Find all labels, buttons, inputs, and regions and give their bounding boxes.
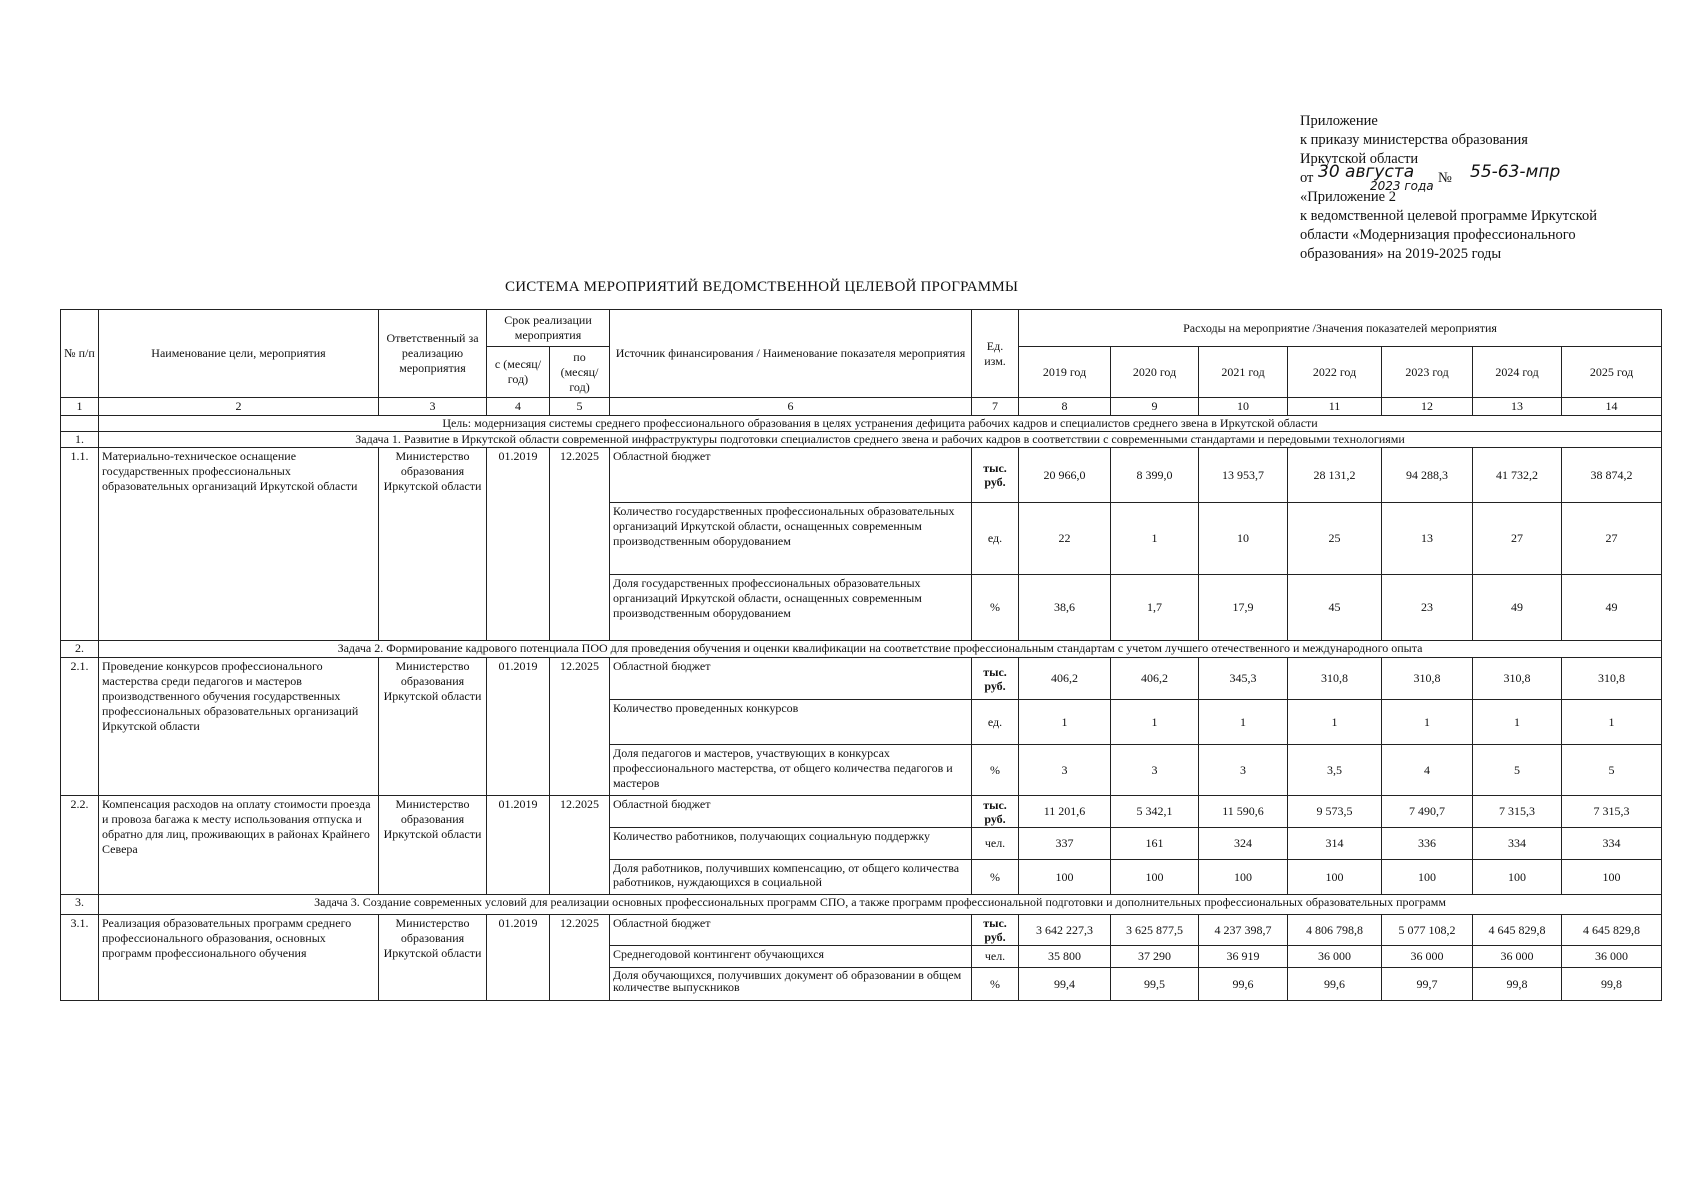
value-cell: 1	[1199, 700, 1288, 745]
value-cell: 100	[1288, 860, 1382, 895]
value-cell: 28 131,2	[1288, 448, 1382, 503]
value-cell: 9 573,5	[1288, 796, 1382, 828]
col-year-header: 2025 год	[1562, 347, 1662, 398]
col-num-header: № п/п	[61, 310, 99, 398]
value-cell: 7 315,3	[1473, 796, 1562, 828]
task-row	[61, 895, 1662, 915]
order-no-handwritten: 55-63-мпр	[1470, 162, 1561, 182]
activity-num: 1.1.	[61, 448, 99, 641]
column-index-row	[61, 398, 1662, 416]
activity-row	[61, 448, 1662, 503]
value-cell: 37 290	[1111, 946, 1199, 968]
value-cell: 99,8	[1473, 968, 1562, 1001]
column-index: 7	[972, 398, 1019, 416]
header-line: области «Модернизация профессионального	[1300, 227, 1576, 243]
source-or-indicator: Областной бюджет	[610, 448, 972, 503]
source-or-indicator: Областной бюджет	[610, 796, 972, 828]
program-table	[60, 309, 1662, 1001]
activity-start: 01.2019	[487, 796, 550, 895]
unit-cell: %	[972, 968, 1019, 1001]
value-cell: 49	[1562, 575, 1662, 641]
value-cell: 4 806 798,8	[1288, 915, 1382, 946]
activity-start: 01.2019	[487, 658, 550, 796]
task-num: 2.	[61, 641, 99, 658]
activity-responsible: Министерство образования Иркутской области	[379, 448, 487, 641]
goal-row	[61, 416, 1662, 432]
value-cell: 310,8	[1382, 658, 1473, 700]
activity-name: Проведение конкурсов профессионального мастерства среди педагогов и мастеров производственного обучения государственных профессиональных образовательных организаций Иркутской области	[99, 658, 379, 796]
task-row	[61, 641, 1662, 658]
activity-name: Материально-техническое оснащение государственных профессиональных образовательных организаций Иркутской области	[99, 448, 379, 641]
col-year-header: 2024 год	[1473, 347, 1562, 398]
value-cell: 13	[1382, 503, 1473, 575]
column-index: 4	[487, 398, 550, 416]
activity-num: 3.1.	[61, 915, 99, 1001]
value-cell: 13 953,7	[1199, 448, 1288, 503]
col-unit-header: Ед. изм.	[972, 310, 1019, 398]
task-title: Задача 1. Развитие в Иркутской области современной инфраструктуры подготовки специалистов среднего звена и рабочих кадров в соответствии с современными стандартами и передовыми технологиями	[99, 432, 1662, 448]
unit-cell: ед.	[972, 700, 1019, 745]
value-cell: 99,6	[1199, 968, 1288, 1001]
value-cell: 8 399,0	[1111, 448, 1199, 503]
document-title: СИСТЕМА МЕРОПРИЯТИЙ ВЕДОМСТВЕННОЙ ЦЕЛЕВОЙ ПРОГРАММЫ	[505, 279, 1019, 295]
value-cell: 100	[1019, 860, 1111, 895]
column-index: 14	[1562, 398, 1662, 416]
activity-row	[61, 796, 1662, 828]
order-line	[1300, 162, 1660, 188]
source-or-indicator: Областной бюджет	[610, 915, 972, 946]
value-cell: 334	[1562, 828, 1662, 860]
activity-end: 12.2025	[550, 796, 610, 895]
goal-text: Цель: модернизация системы среднего профессионального образования в целях устранения дефицита рабочих кадров и специалистов среднего звена в Иркутской области	[99, 416, 1662, 432]
header-line: образования» на 2019-2025 годы	[1300, 246, 1502, 262]
value-cell: 324	[1199, 828, 1288, 860]
activity-row	[61, 658, 1662, 700]
value-cell: 4 645 829,8	[1473, 915, 1562, 946]
activity-responsible: Министерство образования Иркутской области	[379, 658, 487, 796]
value-cell: 38,6	[1019, 575, 1111, 641]
source-or-indicator: Доля обучающихся, получивших документ об образовании в общем количестве выпускников	[610, 968, 972, 1001]
column-index: 10	[1199, 398, 1288, 416]
value-cell: 336	[1382, 828, 1473, 860]
col-period-header: Срок реализации мероприятия	[487, 310, 610, 347]
value-cell: 27	[1562, 503, 1662, 575]
column-index: 5	[550, 398, 610, 416]
value-cell: 100	[1199, 860, 1288, 895]
col-year-header: 2021 год	[1199, 347, 1288, 398]
task-row	[61, 432, 1662, 448]
unit-cell: %	[972, 860, 1019, 895]
activity-row	[61, 915, 1662, 946]
value-cell: 1	[1473, 700, 1562, 745]
value-cell: 10	[1199, 503, 1288, 575]
value-cell: 3	[1019, 745, 1111, 796]
value-cell: 99,7	[1382, 968, 1473, 1001]
header-row-1	[61, 310, 1662, 347]
source-or-indicator: Количество проведенных конкурсов	[610, 700, 972, 745]
header-line: к приказу министерства образования	[1300, 132, 1528, 148]
activity-end: 12.2025	[550, 915, 610, 1001]
value-cell: 36 000	[1473, 946, 1562, 968]
value-cell: 100	[1382, 860, 1473, 895]
source-or-indicator: Областной бюджет	[610, 658, 972, 700]
task-num: 3.	[61, 895, 99, 915]
value-cell: 1	[1019, 700, 1111, 745]
value-cell: 36 919	[1199, 946, 1288, 968]
header-line: Приложение	[1300, 113, 1378, 129]
column-index: 13	[1473, 398, 1562, 416]
col-year-header: 2023 год	[1382, 347, 1473, 398]
value-cell: 36 000	[1562, 946, 1662, 968]
source-or-indicator: Доля педагогов и мастеров, участвующих в конкурсах профессионального мастерства, от общего количества педагогов и мастеров	[610, 745, 972, 796]
source-or-indicator: Среднегодовой контингент обучающихся	[610, 946, 972, 968]
activity-responsible: Министерство образования Иркутской области	[379, 915, 487, 1001]
activity-start: 01.2019	[487, 448, 550, 641]
value-cell: 5	[1473, 745, 1562, 796]
value-cell: 5 342,1	[1111, 796, 1199, 828]
col-from-header: с (месяц/ год)	[487, 347, 550, 398]
value-cell: 337	[1019, 828, 1111, 860]
value-cell: 7 490,7	[1382, 796, 1473, 828]
goal-num-cell	[61, 416, 99, 432]
unit-cell: ед.	[972, 503, 1019, 575]
unit-cell: тыс. руб.	[972, 658, 1019, 700]
value-cell: 100	[1111, 860, 1199, 895]
col-name-header: Наименование цели, мероприятия	[99, 310, 379, 398]
value-cell: 1	[1382, 700, 1473, 745]
value-cell: 4 645 829,8	[1562, 915, 1662, 946]
value-cell: 406,2	[1111, 658, 1199, 700]
value-cell: 45	[1288, 575, 1382, 641]
value-cell: 27	[1473, 503, 1562, 575]
unit-cell: чел.	[972, 828, 1019, 860]
activity-name: Компенсация расходов на оплату стоимости проезда и провоза багажа к месту использования отпуска и обратно для лиц, проживающих в районах Крайнего Севера	[99, 796, 379, 895]
value-cell: 99,4	[1019, 968, 1111, 1001]
col-responsible-header: Ответственный за реализацию мероприятия	[379, 310, 487, 398]
value-cell: 20 966,0	[1019, 448, 1111, 503]
value-cell: 11 590,6	[1199, 796, 1288, 828]
unit-cell: тыс. руб.	[972, 915, 1019, 946]
activity-num: 2.2.	[61, 796, 99, 895]
value-cell: 5	[1562, 745, 1662, 796]
task-title: Задача 3. Создание современных условий для реализации основных профессиональных программ СПО, а также программ профессиональной подготовки и дополнительных профессиональных образовательных программ	[99, 895, 1662, 915]
col-source-header: Источник финансирования / Наименование показателя мероприятия	[610, 310, 972, 398]
order-year-handwritten: 2023 года	[1370, 179, 1434, 193]
value-cell: 100	[1473, 860, 1562, 895]
column-index: 12	[1382, 398, 1473, 416]
activity-end: 12.2025	[550, 658, 610, 796]
value-cell: 5 077 108,2	[1382, 915, 1473, 946]
value-cell: 17,9	[1199, 575, 1288, 641]
value-cell: 36 000	[1382, 946, 1473, 968]
value-cell: 3 642 227,3	[1019, 915, 1111, 946]
value-cell: 1	[1111, 503, 1199, 575]
value-cell: 23	[1382, 575, 1473, 641]
value-cell: 7 315,3	[1562, 796, 1662, 828]
source-or-indicator: Доля работников, получивших компенсацию, от общего количества работников, нуждающихся в социальной	[610, 860, 972, 895]
value-cell: 310,8	[1288, 658, 1382, 700]
value-cell: 334	[1473, 828, 1562, 860]
value-cell: 3	[1111, 745, 1199, 796]
value-cell: 22	[1019, 503, 1111, 575]
header-line: «Приложение 2	[1300, 189, 1396, 205]
header-line: к ведомственной целевой программе Иркутской	[1300, 208, 1597, 224]
col-year-header: 2019 год	[1019, 347, 1111, 398]
col-year-header: 2022 год	[1288, 347, 1382, 398]
value-cell: 94 288,3	[1382, 448, 1473, 503]
unit-cell: тыс. руб.	[972, 796, 1019, 828]
unit-cell: %	[972, 575, 1019, 641]
column-index: 2	[99, 398, 379, 416]
value-cell: 314	[1288, 828, 1382, 860]
value-cell: 25	[1288, 503, 1382, 575]
col-expenses-header: Расходы на мероприятие /Значения показателей мероприятия	[1019, 310, 1662, 347]
value-cell: 161	[1111, 828, 1199, 860]
order-prefix: от	[1300, 170, 1314, 186]
activity-num: 2.1.	[61, 658, 99, 796]
col-to-header: по (месяц/ год)	[550, 347, 610, 398]
value-cell: 4	[1382, 745, 1473, 796]
column-index: 3	[379, 398, 487, 416]
column-index: 1	[61, 398, 99, 416]
value-cell: 99,8	[1562, 968, 1662, 1001]
value-cell: 99,5	[1111, 968, 1199, 1001]
source-or-indicator: Доля государственных профессиональных образовательных организаций Иркутской области, оснащенных современным производственным оборудованием	[610, 575, 972, 641]
column-index: 6	[610, 398, 972, 416]
column-index: 8	[1019, 398, 1111, 416]
value-cell: 41 732,2	[1473, 448, 1562, 503]
value-cell: 4 237 398,7	[1199, 915, 1288, 946]
activity-start: 01.2019	[487, 915, 550, 1001]
header-line: Иркутской области	[1300, 151, 1419, 167]
activity-responsible: Министерство образования Иркутской области	[379, 796, 487, 895]
column-index: 9	[1111, 398, 1199, 416]
value-cell: 99,6	[1288, 968, 1382, 1001]
value-cell: 1	[1111, 700, 1199, 745]
value-cell: 3	[1199, 745, 1288, 796]
order-date-handwritten: 30 августа	[1318, 162, 1415, 182]
source-or-indicator: Количество государственных профессиональных образовательных организаций Иркутской области, оснащенных современным производственным оборудованием	[610, 503, 972, 575]
value-cell: 3,5	[1288, 745, 1382, 796]
value-cell: 345,3	[1199, 658, 1288, 700]
value-cell: 49	[1473, 575, 1562, 641]
value-cell: 1	[1288, 700, 1382, 745]
activity-name: Реализация образовательных программ среднего профессионального образования, основных программ профессионального обучения	[99, 915, 379, 1001]
col-year-header: 2020 год	[1111, 347, 1199, 398]
activity-end: 12.2025	[550, 448, 610, 641]
order-no-label: №	[1438, 170, 1452, 186]
value-cell: 3 625 877,5	[1111, 915, 1199, 946]
value-cell: 11 201,6	[1019, 796, 1111, 828]
task-num: 1.	[61, 432, 99, 448]
column-index: 11	[1288, 398, 1382, 416]
value-cell: 310,8	[1562, 658, 1662, 700]
unit-cell: тыс. руб.	[972, 448, 1019, 503]
value-cell: 310,8	[1473, 658, 1562, 700]
task-title: Задача 2. Формирование кадрового потенциала ПОО для проведения обучения и оценки квалификации на соответствие профессиональным стандартам с учетом лучшего отечественного и международного опыта	[99, 641, 1662, 658]
value-cell: 406,2	[1019, 658, 1111, 700]
value-cell: 35 800	[1019, 946, 1111, 968]
value-cell: 36 000	[1288, 946, 1382, 968]
value-cell: 1,7	[1111, 575, 1199, 641]
value-cell: 100	[1562, 860, 1662, 895]
unit-cell: %	[972, 745, 1019, 796]
appendix-header	[1300, 112, 1660, 264]
value-cell: 1	[1562, 700, 1662, 745]
source-or-indicator: Количество работников, получающих социальную поддержку	[610, 828, 972, 860]
unit-cell: чел.	[972, 946, 1019, 968]
value-cell: 38 874,2	[1562, 448, 1662, 503]
